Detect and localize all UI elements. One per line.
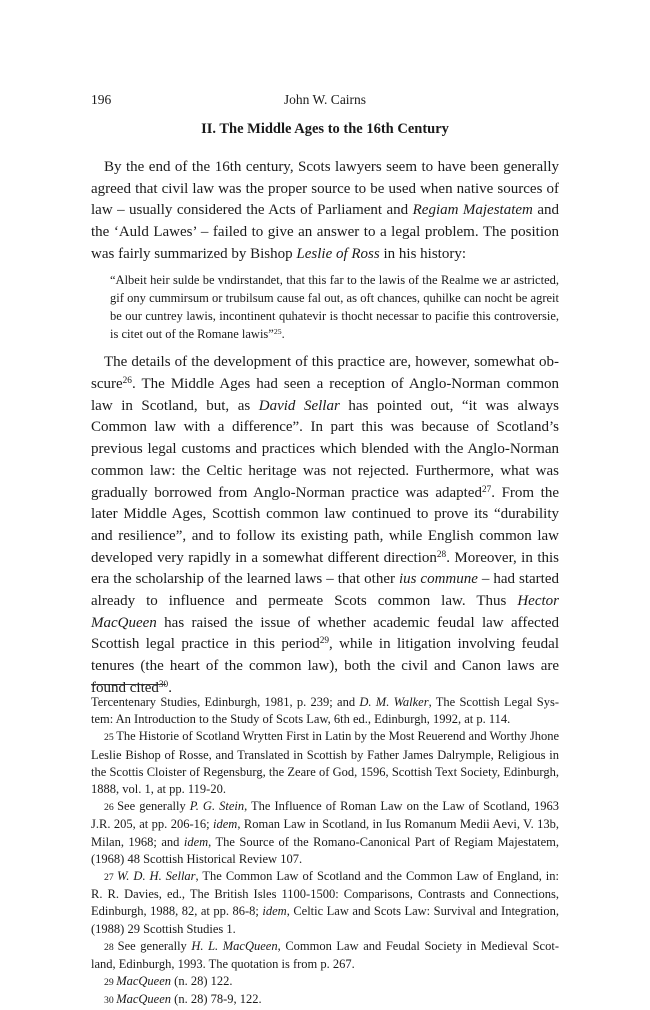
footnotes — [91, 694, 559, 1010]
running-head-author: John W. Cairns — [283, 92, 367, 107]
footnote-idem: idem — [213, 817, 238, 832]
footnote-number: 25 — [104, 732, 114, 744]
footnote-text: (n. 28) 122. — [171, 974, 233, 989]
footnote-text: , Celtic Law and Scots Law: Survival and Integration, (1988) 29 Scottish Studies 1. — [91, 904, 559, 936]
footnote-text: See generally — [117, 938, 192, 953]
block-quote — [110, 271, 559, 344]
footnote-25 — [91, 728, 559, 798]
footnote-28 — [91, 938, 559, 973]
footnote-author: MacQueen — [116, 974, 172, 989]
author-name-macqueen: Hector MacQueen — [91, 593, 559, 631]
footnote-number: 27 — [104, 872, 114, 884]
footnote-text: (n. 28) 78-9, 122. — [171, 992, 262, 1007]
work-title-regiam-majestatem: Regiam Majestatem — [412, 202, 533, 219]
footnote-author: W. D. H. Sellar — [117, 869, 196, 884]
footnote-30 — [91, 991, 559, 1009]
footnote-author: H. L. MacQueen — [191, 938, 278, 953]
footnote-text: Tercentenary Studies, Edinburgh, 1981, p. 239; and — [91, 695, 360, 709]
paragraph-2-text: has raised the issue of whether academic feudal law affected Scottish legal practice in this period — [91, 614, 559, 653]
footnote-idem: idem — [262, 904, 287, 919]
paragraph-2-text: . From the later Middle Ages, Scottish common law continued to prove its “durability and resilience”, and to follow its existing path, while English common law developed very rapidly in a somewhat different direction — [91, 484, 559, 566]
footnote-27 — [91, 868, 559, 938]
footnote-text: See generally — [117, 799, 190, 814]
running-head — [91, 92, 559, 112]
section-title: II. The Middle Ages to the 16th Century — [201, 121, 449, 137]
author-name-sellar: David Sellar — [258, 397, 340, 414]
term-ius-commune: ius commune — [398, 571, 478, 588]
footnote-ref-25[interactable]: 25 — [273, 326, 282, 336]
footnote-text: , The Scottish Legal System: An Introduction to the Study of Scots Law, 6th ed., Edinburgh, 1992, at p. 114. — [91, 695, 559, 727]
paragraph-2-text: , while in litigation involving feudal tenures (the heart of the common law), both the civil and Canon laws are found cited — [91, 636, 559, 696]
footnote-text: , Common Law and Feudal Society in Medieval Scotland, Edinburgh, 1993. The quotation is from p. 267. — [91, 938, 559, 972]
footnote-author: P. G. Stein — [189, 799, 245, 814]
footnote-author: MacQueen — [116, 992, 172, 1007]
footnote-29 — [91, 973, 559, 991]
footnote-ref-27[interactable]: 27 — [481, 484, 492, 495]
footnote-ref-26[interactable]: 26 — [122, 375, 132, 386]
block-quote-text: “Albeit heir sulde be vndirstandet, that this far to the lawis of the Realme we ar astricted, gif ony cummirsum or trubilsum cause fal out, as oft chances, quhilke can nocht be agreit be our cuntrey lawis, incontinent quhatevir is thocht necessar to pacifie this controversie, is citet out of the Romane lawis” — [110, 272, 559, 342]
paragraph-2-text: . Moreover, in this era the scholarship of the learned laws – that other — [91, 549, 559, 588]
footnote-ref-29[interactable]: 29 — [319, 636, 330, 647]
paragraph-1-text: in his history: — [379, 245, 466, 262]
footnote-author: D. M. Walker — [359, 695, 429, 709]
footnote-ref-28[interactable]: 28 — [436, 549, 447, 560]
footnote-text: The Historie of Scotland Wrytten First in Latin by the Most Reuerend and Worthy Jhone Leslie Bishop of Rosse, and Translated in Scottish by Father James Dalrymple, Religious in the Scottis Cloister of Regensburg, the Zeare of God, 1596, Scottish Text Society, Edinburgh, 1888, vol. 1, at pp. 119-20. — [91, 729, 559, 797]
paragraph-1 — [91, 157, 559, 266]
author-name-leslie: Leslie of Ross — [296, 245, 380, 262]
footnote-text: , The Common Law of Scotland and the Common Law of England, in: R. R. Davies, ed., The British Isles 1100-1500: Comparisons, Contrasts and Connections, Edinburgh, 1988, 82, at pp. 86-8; — [91, 869, 559, 919]
paragraph-2-text: . — [168, 679, 172, 696]
paragraph-1-text: By the end of the 16th century, Scots lawyers seem to have been generally agreed that civil law was the proper source to be used when native sources of law – usually considered the Acts of Parliament and — [91, 159, 559, 219]
footnote-text: , The Influence of Roman Law on the Law of Scotland, 1963 J.R. 205, at pp. 206-16; — [91, 799, 560, 832]
paragraph-2-text: The details of the development of this practice are, however, somewhat obscure — [91, 354, 559, 393]
footnote-26 — [91, 798, 559, 868]
footnote-number: 30 — [104, 995, 114, 1007]
footnote-separator — [91, 684, 166, 685]
footnote-number: 26 — [104, 802, 114, 814]
footnote-number: 29 — [104, 977, 114, 989]
paragraph-2 — [91, 352, 559, 699]
page-number: 196 — [91, 92, 112, 107]
paragraph-2-text: has pointed out, “it was always Common law with a difference”. In part this was because of Scotland’s previous legal customs and practices which blended with the Anglo-Norman common law: the Celtic heritage was not rejected. Furthermore, what was gradually borrowed from Anglo-Norman practice was adapted — [91, 397, 559, 501]
footnote-text: , Roman Law in Scotland, in Ius Romanum Medii Aevi, V. 13b, Milan, 1968; and — [91, 817, 560, 849]
paragraph-1-text: and the ‘Auld Lawes’ – failed to give an answer to a legal problem. The position was fairly summarized by Bishop — [91, 202, 559, 262]
footnote-continued — [91, 694, 559, 728]
footnote-ref-30[interactable]: 30 — [158, 679, 169, 690]
footnote-number: 28 — [104, 941, 114, 953]
paragraph-2-text: . The Middle Ages had seen a reception of Anglo-Norman common law in Scotland, but, as — [91, 376, 559, 414]
footnote-idem: idem — [183, 834, 209, 849]
paragraph-2-text: – had started already to influence and permeate Scots common law. Thus — [91, 571, 559, 610]
body-text — [91, 157, 559, 700]
block-quote-end: . — [281, 327, 285, 342]
footnote-text: , The Source of the Romano-Canonical Part of Regiam Majestatem, (1968) 48 Scottish Historical Review 107. — [91, 834, 559, 866]
